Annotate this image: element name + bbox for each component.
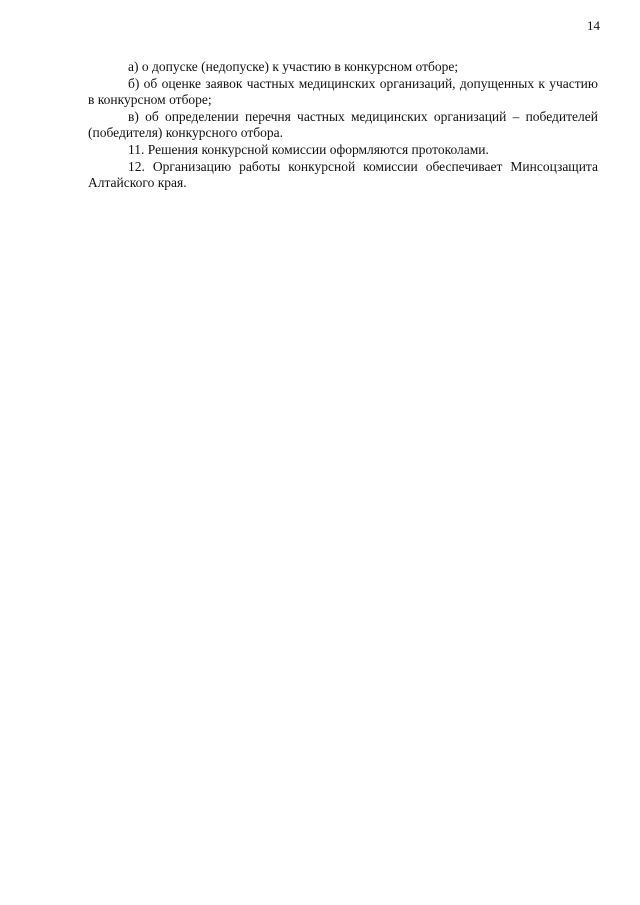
document-body: [88, 59, 598, 192]
paragraph-item-v: в) об определении перечня частных медицинских организаций – победителей (победителя) конкурсного отбора.: [88, 108, 598, 141]
paragraph-clause-12: 12. Организацию работы конкурсной комиссии обеспечивает Минсоцзащита Алтайского края.: [88, 158, 598, 191]
paragraph-clause-11: 11. Решения конкурсной комиссии оформляются протоколами.: [128, 141, 489, 157]
page-number: 14: [587, 18, 600, 33]
paragraph-item-a: а) о допуске (недопуске) к участию в конкурсном отборе;: [128, 59, 459, 74]
paragraph-item-b: б) об оценке заявок частных медицинских организаций, допущенных к участию в конкурсном отборе;: [88, 75, 598, 108]
